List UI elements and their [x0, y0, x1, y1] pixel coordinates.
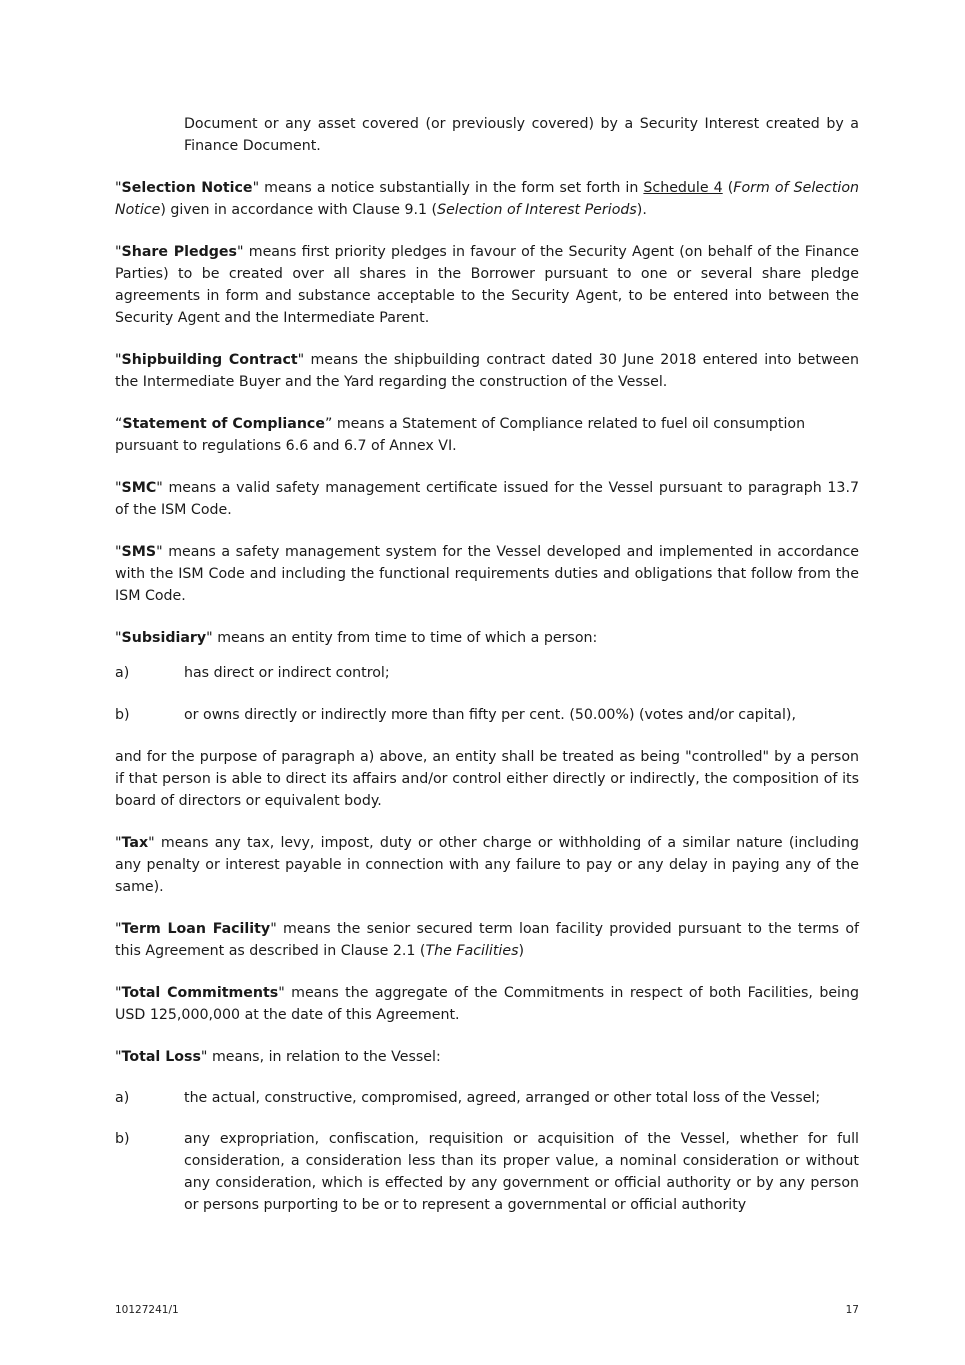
list-item [115, 704, 859, 726]
footer-document-reference: 10127241/1 [115, 1304, 179, 1316]
subsidiary-closing-paragraph: and for the purpose of paragraph a) above, an entity shall be treated as being "controlled" by a person if that person is able to direct its affairs and/or control either directly or indirectly, the composition of its board of directors or equivalent body. [115, 749, 859, 809]
defined-term: Statement of Compliance [122, 416, 325, 432]
list-item [115, 1128, 859, 1216]
list-item-label: b) [115, 707, 130, 723]
list-item-label: b) [115, 1131, 130, 1147]
defined-term: SMS [121, 544, 157, 560]
definition-term-loan-facility: "Term Loan Facility" means the senior secured term loan facility provided pursuant to the terms of this Agreement as described in Clause 2.1 (The Facilities) [115, 921, 859, 959]
defined-term: SMC [121, 480, 157, 496]
list-item-label: a) [115, 1090, 130, 1106]
definition-share-pledges: "Share Pledges" means first priority pledges in favour of the Security Agent (on behalf of the Finance Parties) to be created over all shares in the Borrower pursuant to one or several share pledge agreements in form and substance acceptable to the Security Agent, to be entered into between the Security Agent and the Intermediate Parent. [115, 244, 859, 326]
definition-sms: "SMS" means a safety management system for the Vessel developed and implemented in accordance with the ISM Code and including the functional requirements duties and obligations that follow from the ISM Code. [115, 544, 859, 604]
list-item-text: any expropriation, confiscation, requisition or acquisition of the Vessel, whether for full consideration, a consideration less than its proper value, a nominal consideration or without any consideration, which is effected by any government or official authority or by any person or persons purporting to be or to represent a governmental or official authority [184, 1131, 859, 1213]
definition-tax: "Tax" means any tax, levy, impost, duty or other charge or withholding of a similar nature (including any penalty or interest payable in connection with any failure to pay or any delay in paying any of the same). [115, 835, 859, 895]
defined-term: Total Loss [121, 1049, 201, 1065]
definition-total-loss: "Total Loss" means, in relation to the Vessel: [115, 1049, 441, 1065]
list-item-text: or owns directly or indirectly more than fifty per cent. (50.00%) (votes and/or capital), [184, 707, 796, 723]
defined-term: Selection Notice [121, 180, 253, 196]
definition-shipbuilding-contract: "Shipbuilding Contract" means the shipbuilding contract dated 30 June 2018 entered into between the Intermediate Buyer and the Yard regarding the construction of the Vessel. [115, 352, 859, 390]
list-item-label: a) [115, 665, 130, 681]
definition-statement-of-compliance: “Statement of Compliance” means a Statement of Compliance related to fuel oil consumption pursuant to regulations 6.6 and 6.7 of Annex VI. [115, 416, 806, 454]
definition-total-commitments: "Total Commitments" means the aggregate of the Commitments in respect of both Facilities, being USD 125,000,000 at the date of this Agreement. [115, 985, 859, 1023]
footer-page-number: 17 [845, 1304, 859, 1316]
list-item [115, 662, 859, 684]
continuation-paragraph: Document or any asset covered (or previously covered) by a Security Interest created by a Finance Document. [184, 116, 859, 154]
defined-term: Subsidiary [121, 630, 207, 646]
definition-subsidiary: "Subsidiary" means an entity from time to time of which a person: [115, 630, 598, 646]
definition-smc: "SMC" means a valid safety management certificate issued for the Vessel pursuant to paragraph 13.7 of the ISM Code. [115, 480, 859, 518]
list-item [115, 1087, 859, 1109]
defined-term: Share Pledges [121, 244, 237, 260]
defined-term: Tax [121, 835, 149, 851]
list-item-text: has direct or indirect control; [184, 665, 390, 681]
schedule-link[interactable]: Schedule 4 [643, 180, 723, 196]
defined-term: Term Loan Facility [121, 921, 271, 937]
list-item-text: the actual, constructive, compromised, agreed, arranged or other total loss of the Vessel; [184, 1090, 821, 1106]
defined-term: Total Commitments [121, 985, 279, 1001]
defined-term: Shipbuilding Contract [121, 352, 298, 368]
definition-selection-notice: "Selection Notice" means a notice substantially in the form set forth in Schedule 4 (Form of Selection Notice) given in accordance with Clause 9.1 (Selection of Interest Periods). [115, 180, 859, 218]
